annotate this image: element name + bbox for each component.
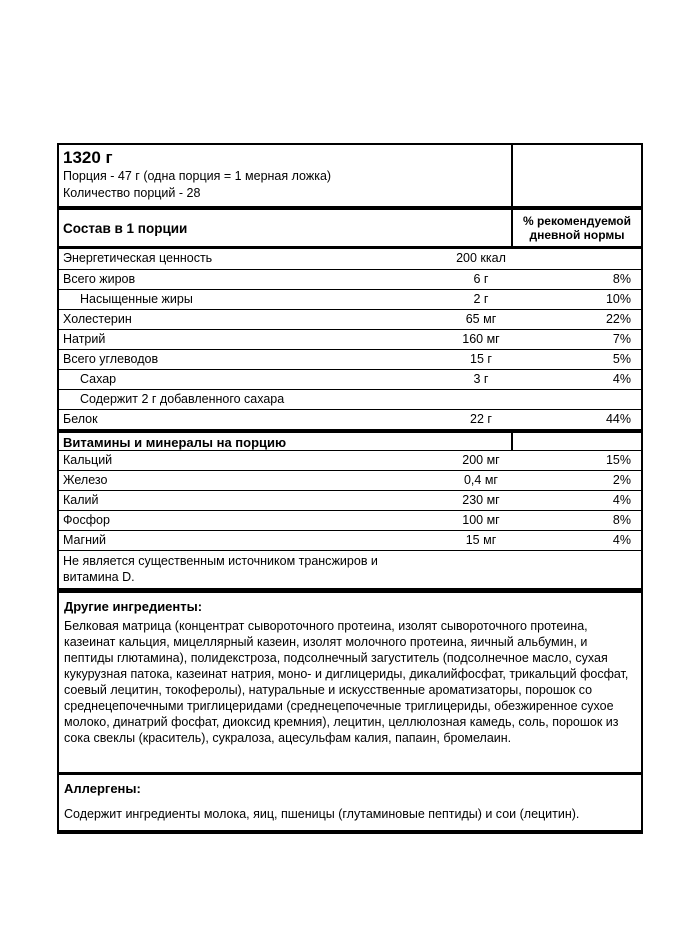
column-header-row xyxy=(59,206,641,249)
nutrient-label: Натрий xyxy=(63,332,106,346)
nutrient-label: Насыщенные жиры xyxy=(80,292,193,306)
table-row xyxy=(59,249,641,269)
table-row xyxy=(59,530,641,550)
nutrient-value: 15 г xyxy=(470,352,492,366)
nutrient-label: Всего жиров xyxy=(63,272,136,286)
nutrient-value: 230 мг xyxy=(462,493,500,507)
mineral-rows xyxy=(59,450,641,550)
nutrient-label: Энергетическая ценность xyxy=(63,251,213,265)
allergens-title: Аллергены: xyxy=(64,781,141,796)
nutrient-value: 65 мг xyxy=(465,312,497,326)
nutrient-label: Содержит 2 г добавленного сахара xyxy=(80,392,285,406)
nutrient-value xyxy=(411,390,551,409)
nutrient-rows xyxy=(59,249,641,429)
nutrient-percent: 4% xyxy=(612,493,631,507)
nutrient-percent: 22% xyxy=(605,312,631,326)
nutrient-label: Холестерин xyxy=(63,312,132,326)
servings-count-line: Количество порций - 28 xyxy=(63,186,201,200)
nutrient-label: Калий xyxy=(63,493,99,507)
table-row xyxy=(59,349,641,369)
nutrient-percent: 10% xyxy=(605,292,631,306)
nutrient-label: Всего углеводов xyxy=(63,352,159,366)
nutrient-value: 100 мг xyxy=(462,513,500,527)
allergens-text: Содержит ингредиенты молока, яиц, пшеницы (глутаминовые пептиды) и сои (лецитин). xyxy=(64,807,580,821)
nutrient-percent xyxy=(551,249,641,269)
table-row xyxy=(59,289,641,309)
table-row xyxy=(59,510,641,530)
daily-value-header: % рекомендуемой дневной нормы xyxy=(511,210,641,246)
nutrient-label: Железо xyxy=(63,473,108,487)
table-row xyxy=(59,369,641,389)
nutrient-label: Кальций xyxy=(63,453,113,467)
nutrition-label xyxy=(57,143,643,834)
nutrient-value: 200 ккал xyxy=(456,251,506,265)
label-header-left xyxy=(59,145,511,206)
nutrient-value: 22 г xyxy=(470,412,492,426)
nutrient-percent: 7% xyxy=(612,332,631,346)
nutrient-label: Сахар xyxy=(80,372,117,386)
footnote xyxy=(59,550,641,588)
footnote-line: витамина D. xyxy=(63,570,135,584)
net-weight: 1320 г xyxy=(63,148,113,167)
nutrient-percent xyxy=(551,390,641,409)
other-ingredients-section xyxy=(59,588,641,772)
other-ingredients-text: Белковая матрица (концентрат сывороточного протеина, изолят сывороточного протеина, казеинат кальция, мицеллярный казеин, изолят молочного протеина, яичный альбумин, и пептиды глютамина), полидекстроза, подсолнечный загуститель (подсолнечное масло, сухая кукурузная патока, казеинат натрия, моно- и диглицериды, дикалийфосфат, трикальций фосфат, соевый лецитин, токоферолы), натуральные и искусственные ароматизаторы, порошок со среднецепочечными триглицеридами (среднецепочечные триглицериды, обезжиренное сухое молоко, динатрий фосфат, диоксид кремния), лецитин, целлюлозная камедь, соль, порошок из сока свеклы (краситель), сукралоза, ацесульфам калия, папаин, бромелаин. xyxy=(64,619,629,745)
nutrient-percent: 8% xyxy=(612,272,631,286)
nutrient-percent: 2% xyxy=(612,473,631,487)
nutrient-label: Белок xyxy=(63,412,98,426)
table-row xyxy=(59,389,641,409)
table-row xyxy=(59,309,641,329)
nutrient-percent: 44% xyxy=(605,412,631,426)
serving-size-line: Порция - 47 г (одна порция = 1 мерная ложка) xyxy=(63,169,332,183)
nutrient-value: 15 мг xyxy=(465,533,497,547)
label-header-empty-cell xyxy=(511,145,641,206)
nutrient-percent: 4% xyxy=(612,533,631,547)
nutrient-value: 6 г xyxy=(473,272,489,286)
allergens-section xyxy=(59,772,641,830)
label-header xyxy=(59,145,641,206)
nutrient-label: Магний xyxy=(63,533,106,547)
nutrient-label: Фосфор xyxy=(63,513,110,527)
footnote-line: Не является существенным источником трансжиров и xyxy=(63,554,378,568)
composition-title: Состав в 1 порции xyxy=(63,220,188,236)
vitamins-section-title: Витамины и минералы на порцию xyxy=(63,435,287,450)
nutrient-value: 3 г xyxy=(473,372,489,386)
table-row xyxy=(59,490,641,510)
nutrient-percent: 4% xyxy=(612,372,631,386)
table-row xyxy=(59,470,641,490)
nutrient-value: 160 мг xyxy=(462,332,500,346)
nutrient-value: 2 г xyxy=(473,292,489,306)
other-ingredients-title: Другие ингредиенты: xyxy=(64,599,203,614)
table-row xyxy=(59,269,641,289)
table-row xyxy=(59,329,641,349)
table-row xyxy=(59,450,641,470)
nutrient-value: 200 мг xyxy=(462,453,500,467)
nutrient-percent: 8% xyxy=(612,513,631,527)
nutrient-percent: 15% xyxy=(605,453,631,467)
vitamins-section-header xyxy=(59,429,641,450)
table-row xyxy=(59,409,641,429)
vitamins-section-empty-cell xyxy=(511,433,641,450)
nutrient-value: 0,4 мг xyxy=(463,473,498,487)
nutrient-percent: 5% xyxy=(612,352,631,366)
